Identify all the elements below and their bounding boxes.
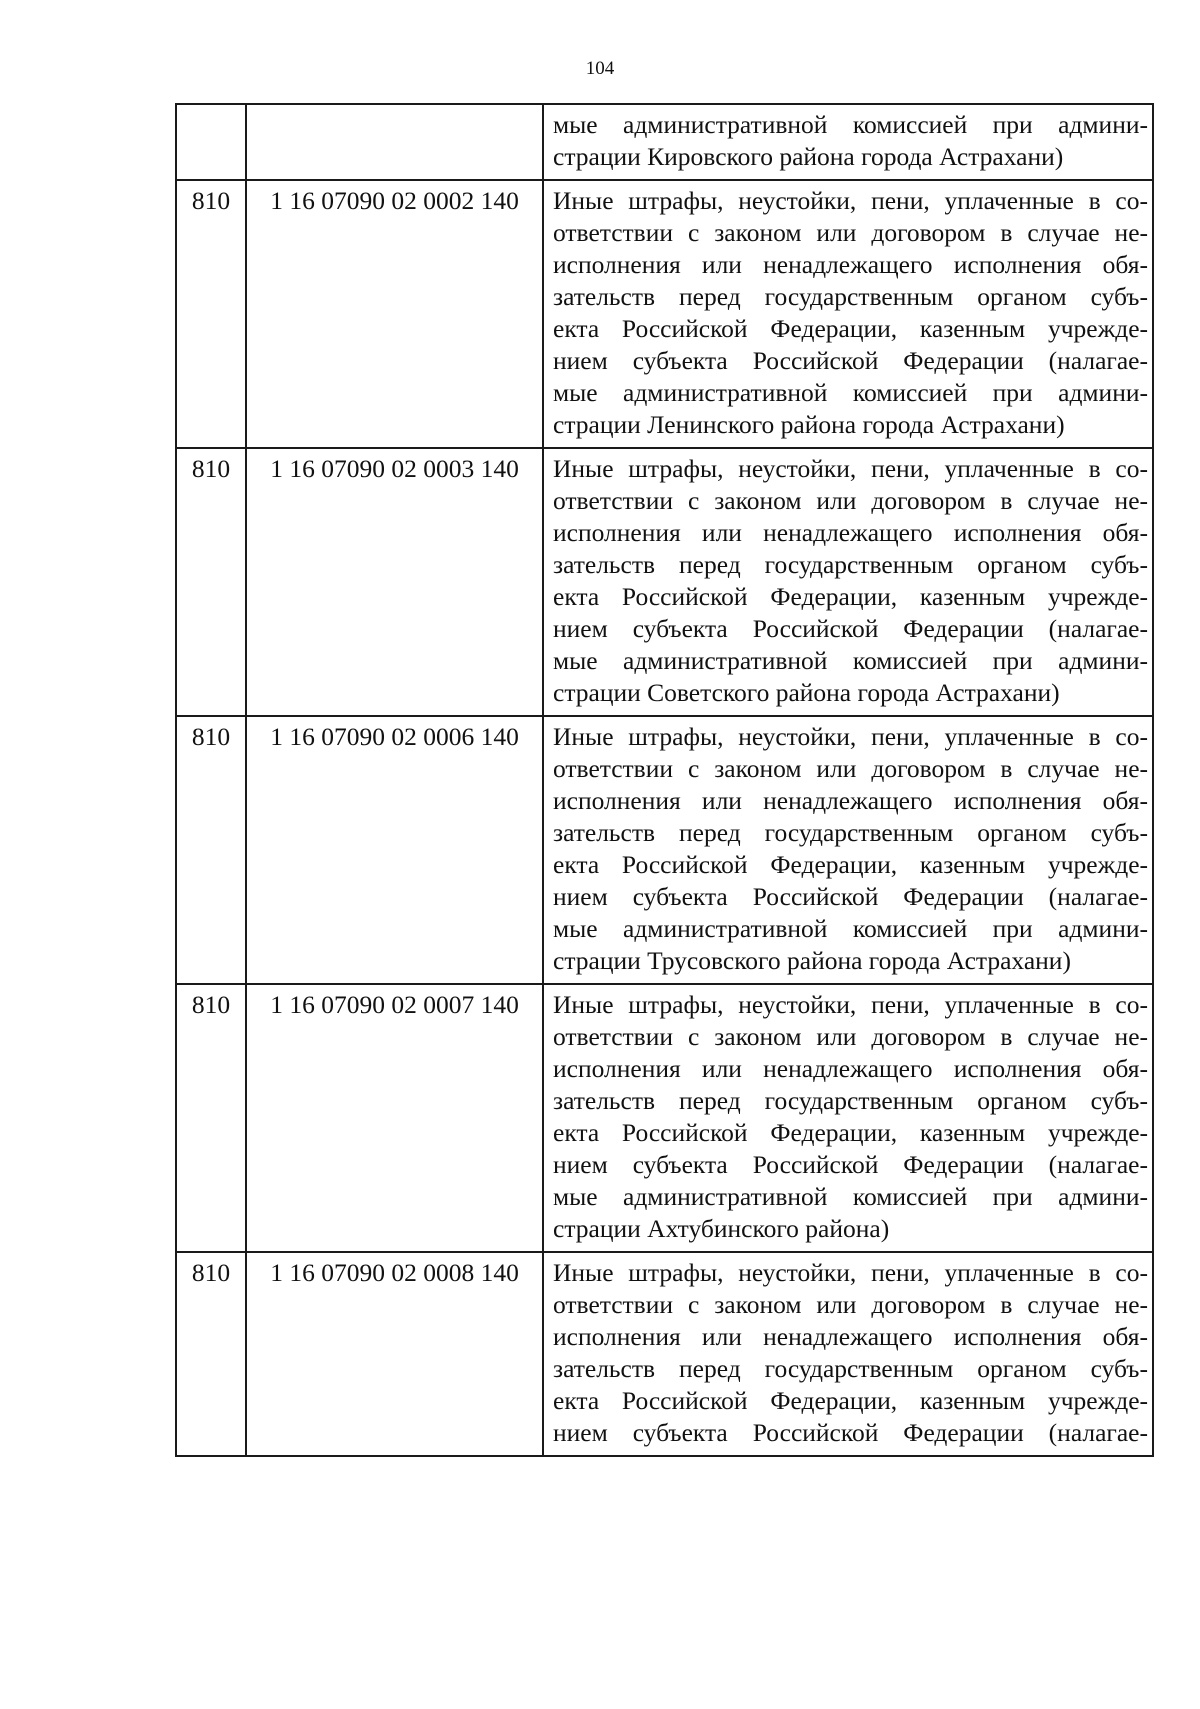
kbk-cell: 1 16 07090 02 0002 140	[246, 180, 543, 448]
description-line: зательств перед государственным органом субъ-	[553, 1086, 1148, 1115]
description-line: мые административной комиссией при админи-	[553, 110, 1148, 139]
description-line: Иные штрафы, неустойки, пени, уплаченные в со-	[553, 186, 1148, 215]
description-line: исполнения или ненадлежащего исполнения обя-	[553, 786, 1148, 815]
admin-code-cell: 810	[176, 984, 246, 1252]
description-line: мые административной комиссией при админи-	[553, 1182, 1148, 1211]
table-row	[176, 716, 1153, 984]
description-line: Иные штрафы, неустойки, пени, уплаченные в со-	[553, 990, 1148, 1019]
description-line: нием субъекта Российской Федерации (налагае-	[553, 614, 1148, 643]
description-line: ответствии с законом или договором в случае не-	[553, 486, 1148, 515]
admin-code-cell: 810	[176, 448, 246, 716]
kbk-cell: 1 16 07090 02 0003 140	[246, 448, 543, 716]
table-row	[176, 1252, 1153, 1456]
table-row	[176, 180, 1153, 448]
admin-code-cell	[176, 104, 246, 180]
description-line: страции Ленинского района города Астрахани)	[553, 410, 1065, 439]
admin-code-cell: 810	[176, 180, 246, 448]
description-line: екта Российской Федерации, казенным учрежде-	[553, 1118, 1148, 1147]
kbk-cell: 1 16 07090 02 0007 140	[246, 984, 543, 1252]
table-body	[176, 104, 1153, 1456]
description-line: екта Российской Федерации, казенным учрежде-	[553, 1386, 1148, 1415]
budget-codes-table	[175, 103, 1154, 1457]
table-row	[176, 448, 1153, 716]
table-row	[176, 984, 1153, 1252]
admin-code-cell: 810	[176, 716, 246, 984]
description-line: зательств перед государственным органом субъ-	[553, 550, 1148, 579]
admin-code-cell: 810	[176, 1252, 246, 1456]
kbk-cell: 1 16 07090 02 0006 140	[246, 716, 543, 984]
description-line: мые административной комиссией при админи-	[553, 378, 1148, 407]
description-line: исполнения или ненадлежащего исполнения обя-	[553, 1054, 1148, 1083]
description-line: исполнения или ненадлежащего исполнения обя-	[553, 1322, 1148, 1351]
description-line: екта Российской Федерации, казенным учрежде-	[553, 314, 1148, 343]
kbk-cell	[246, 104, 543, 180]
description-line: Иные штрафы, неустойки, пени, уплаченные в со-	[553, 722, 1148, 751]
description-line: мые административной комиссией при админи-	[553, 914, 1148, 943]
description-line: нием субъекта Российской Федерации (налагае-	[553, 1150, 1148, 1179]
description-line: ответствии с законом или договором в случае не-	[553, 218, 1148, 247]
description-line: ответствии с законом или договором в случае не-	[553, 1022, 1148, 1051]
description-line: нием субъекта Российской Федерации (налагае-	[553, 882, 1148, 911]
description-line: исполнения или ненадлежащего исполнения обя-	[553, 518, 1148, 547]
description-line: Иные штрафы, неустойки, пени, уплаченные в со-	[553, 454, 1148, 483]
description-line: мые административной комиссией при админи-	[553, 646, 1148, 675]
table-row	[176, 104, 1153, 180]
description-line: Иные штрафы, неустойки, пени, уплаченные в со-	[553, 1258, 1148, 1287]
description-cell	[543, 716, 1153, 984]
description-cell	[543, 1252, 1153, 1456]
description-line: зательств перед государственным органом субъ-	[553, 282, 1148, 311]
description-line: ответствии с законом или договором в случае не-	[553, 1290, 1148, 1319]
description-line: страции Трусовского района города Астрахани)	[553, 946, 1071, 975]
page-number: 104	[585, 58, 615, 79]
description-cell	[543, 984, 1153, 1252]
description-line: зательств перед государственным органом субъ-	[553, 1354, 1148, 1383]
description-line: страции Советского района города Астрахани)	[553, 678, 1060, 707]
description-line: нием субъекта Российской Федерации (налагае-	[553, 346, 1148, 375]
description-cell	[543, 180, 1153, 448]
description-line: зательств перед государственным органом субъ-	[553, 818, 1148, 847]
description-line: ответствии с законом или договором в случае не-	[553, 754, 1148, 783]
description-cell	[543, 448, 1153, 716]
description-line: страции Кировского района города Астрахани)	[553, 142, 1064, 171]
description-line: екта Российской Федерации, казенным учрежде-	[553, 850, 1148, 879]
description-line: екта Российской Федерации, казенным учрежде-	[553, 582, 1148, 611]
kbk-cell: 1 16 07090 02 0008 140	[246, 1252, 543, 1456]
description-cell	[543, 104, 1153, 180]
description-line: исполнения или ненадлежащего исполнения обя-	[553, 250, 1148, 279]
description-line: страции Ахтубинского района)	[553, 1214, 890, 1243]
description-line: нием субъекта Российской Федерации (налагае-	[553, 1418, 1148, 1447]
